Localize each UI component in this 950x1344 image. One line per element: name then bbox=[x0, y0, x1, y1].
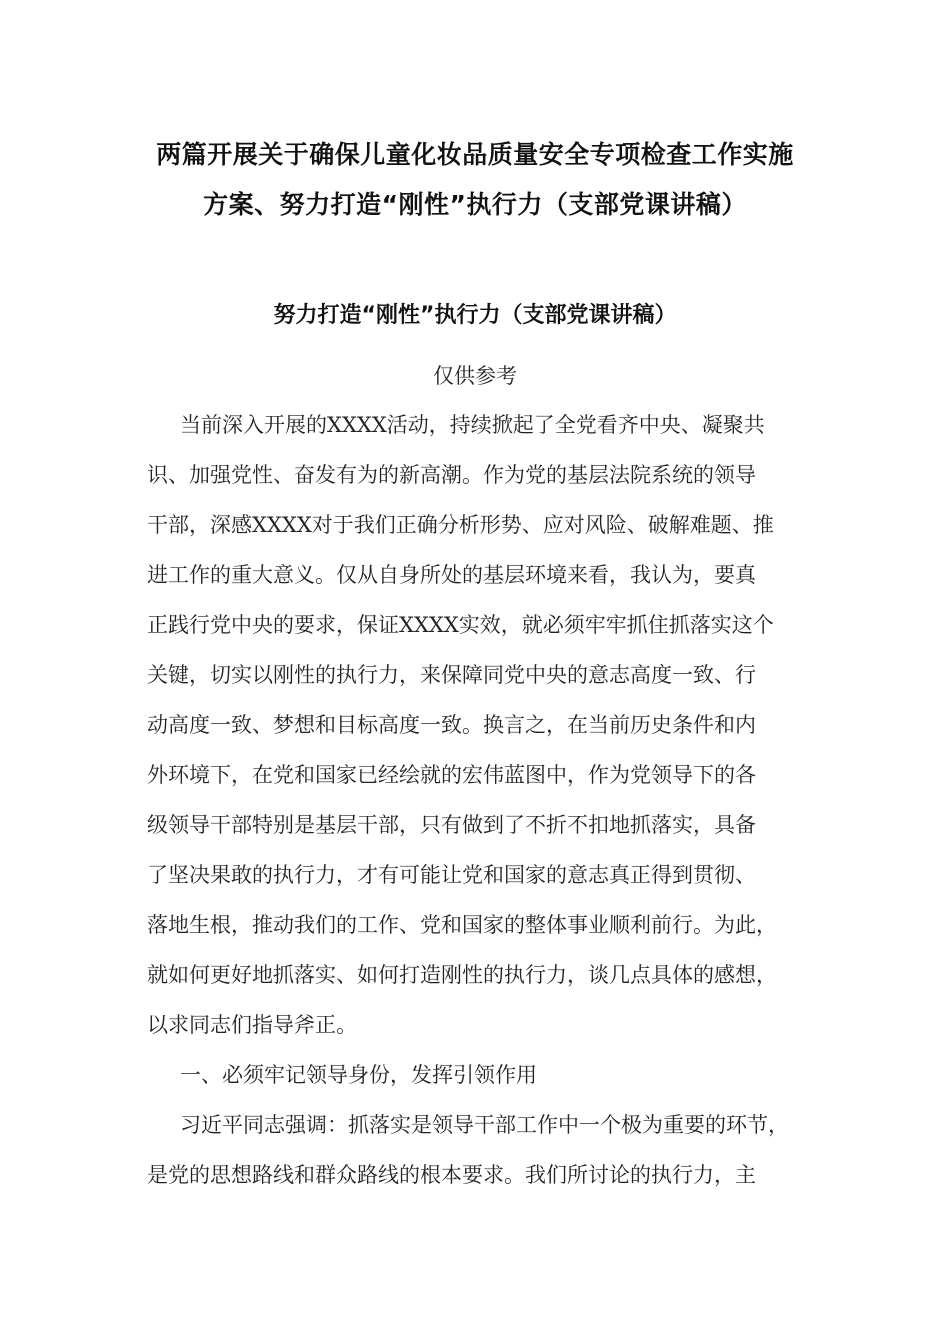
document-title bbox=[120, 130, 830, 230]
document-title-line-2: 方案、努力打造“刚性”执行力（支部党课讲稿） bbox=[203, 190, 747, 219]
paragraph-line: 以求同志们指导斧正。 bbox=[147, 1013, 357, 1037]
paragraph-line: 干部，深感XXXX对于我们正确分析形势、应对风险、破解难题、推 bbox=[147, 513, 774, 537]
paragraph-line: 动高度一致、梦想和目标高度一致。换言之，在当前历史条件和内 bbox=[147, 713, 756, 737]
section-title: 努力打造“刚性”执行力（支部党课讲稿） bbox=[273, 303, 677, 328]
paragraph-line: 了坚决果敢的执行力，才有可能让党和国家的意志真正得到贯彻、 bbox=[147, 863, 756, 887]
paragraph-line: 习近平同志强调：抓落实是领导干部工作中一个极为重要的环节， bbox=[180, 1113, 789, 1137]
paragraph-line: 正践行党中央的要求，保证XXXX实效，就必须牢牢抓住抓落实这个 bbox=[147, 613, 774, 637]
paragraph-line: 级领导干部特别是基层干部，只有做到了不折不扣地抓落实，具备 bbox=[147, 813, 756, 837]
heading-line: 一、必须牢记领导身份，发挥引领作用 bbox=[180, 1063, 537, 1087]
paragraph-line: 就如何更好地抓落实、如何打造刚性的执行力，谈几点具体的感想， bbox=[147, 963, 777, 987]
paragraph-line: 外环境下，在党和国家已经绘就的宏伟蓝图中，作为党领导下的各 bbox=[147, 763, 756, 787]
paragraph-line: 关键，切实以刚性的执行力，来保障同党中央的意志高度一致、行 bbox=[147, 663, 756, 687]
paragraph-line: 进工作的重大意义。仅从自身所处的基层环境来看，我认为，要真 bbox=[147, 563, 756, 587]
paragraph-line: 当前深入开展的XXXX活动，持续掀起了全党看齐中央、凝聚共 bbox=[180, 413, 765, 437]
document-title-line-1: 两篇开展关于确保儿童化妆品质量安全专项检查工作实施 bbox=[156, 140, 794, 169]
paragraph-line: 是党的思想路线和群众路线的根本要求。我们所讨论的执行力，主 bbox=[147, 1163, 756, 1187]
reference-note: 仅供参考 bbox=[433, 364, 517, 388]
paragraph-line: 识、加强党性、奋发有为的新高潮。作为党的基层法院系统的领导 bbox=[147, 463, 756, 487]
paragraph-line: 落地生根，推动我们的工作、党和国家的整体事业顺利前行。为此， bbox=[147, 913, 777, 937]
